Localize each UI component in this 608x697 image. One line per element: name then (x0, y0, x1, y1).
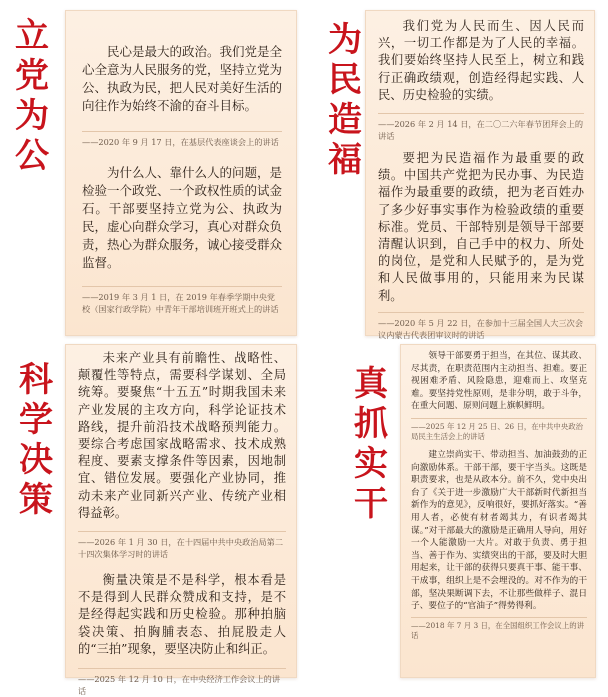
quote-section (411, 350, 587, 443)
divider (411, 617, 587, 618)
divider (378, 113, 584, 114)
quote-text: 建立崇尚实干、带动担当、加油鼓劲的正向激励体系。干部干部，要干字当头。这既是职责要求，也是从政本分。前不久，党中央出台了《关于进一步激励广大干部新时代新担当新作为的意见》，反响很好，要抓好落实。“善用人者，必使有材者竭其力，有识者竭其谋。”对干部最大的激励是正确用人导向，用好一个人能激励一大片。对敢于负责、勇于担当、善于作为、实绩突出的干部，要及时大胆用起来，让干部的获得只要真干事、能干事、干成事，组织上是不会埋没的。对不作为的干部，坚决果断调下去，不让那些做样子、混日子、要位子的“官油子”得势得利。 (411, 449, 587, 612)
quote-source: ——2026 年 1 月 30 日，在十四届中共中央政治局第二十四次集体学习时的讲话 (78, 537, 284, 560)
quote-text: 衡量决策是不是科学，根本看是不是得到人民群众赞成和支持，是不是经得起实践和历史检验。那种拍脑袋决策、拍胸脯表态、拍屁股走人的“三拍”现象，要坚决防止和纠正。 (78, 573, 286, 656)
quote-section (378, 150, 584, 341)
quote-source: ——2020 年 9 月 17 日，在基层代表座谈会上的讲话 (82, 137, 279, 147)
quote-card (365, 10, 595, 340)
quote-text: 未来产业具有前瞻性、战略性、颠覆性等特点，需要科学谋划、全局统筹。要聚焦“十五五”时期我国未来产业发展的主攻方向，科学论证技术路线，提升前沿技术战略预判能力。要综合考虑国家战略需求、技术成熟程度、要素支撑条件等因素，因地制宜、错位发展。要强化产业协同，推动未来产业同新兴产业、传统产业相得益彰。 (78, 351, 286, 520)
divider (378, 312, 584, 313)
quote-text: 我们党为人民而生、因人民而兴，一切工作都是为了人民的幸福。我们要始终坚持人民至上，树立和践行正确政绩观，创造经得起实践、人民、历史检验的实绩。 (378, 19, 584, 102)
quote-source: ——2020 年 5 月 22 日，在参加十三届全国人大三次会议内蒙古代表团审议时的讲话 (378, 317, 584, 340)
quote-source: ——2018 年 7 月 3 日，在全国组织工作会议上的讲话 (411, 620, 584, 641)
quote-text: 为什么人、靠什么人的问题，是检验一个政党、一个政权性质的试金石。干部要坚持立党为公、执政为民，虚心向群众学习，真心对群众负责，热心为群众服务，诚心接受群众监督。 (82, 165, 283, 270)
quote-source: ——2026 年 2 月 14 日，在二〇二六年春节团拜会上的讲话 (378, 119, 584, 142)
quote-card (400, 344, 596, 678)
quote-section (378, 18, 584, 142)
quote-section (411, 449, 587, 642)
panel-caption: 为民造福 (328, 20, 362, 180)
quote-source: ——2025 年 12 月 10 日，在中央经济工作会议上的讲话 (78, 674, 281, 697)
quote-text: 领导干部要勇于担当，在其位、谋其政、尽其责，在职责范围内主动担当、担难。要正视困难矛盾、风险隐患，迎难而上、攻坚克难。要坚持党性原则，是非分明，敢于斗争，在重大问题、原则问题上旗帜鲜明。 (411, 351, 587, 412)
panel-caption: 真抓实干 (354, 364, 388, 524)
quote-section (78, 350, 286, 560)
quote-source: ——2019 年 3 月 1 日，在 2019 年春季学期中央党校（国家行政学院）中青年干部培训班开班式上的讲话 (82, 292, 279, 314)
divider (82, 286, 282, 287)
divider (78, 531, 286, 532)
panel-caption: 立党为公 (15, 16, 49, 176)
quote-card (65, 344, 297, 697)
divider (78, 668, 286, 669)
divider (82, 131, 282, 132)
panel-caption: 科学决策 (19, 360, 53, 520)
quote-section (82, 43, 282, 148)
quote-text: 要把为民造福作为最重要的政绩。中国共产党把为民办事、为民造福作为最重要的政绩，把为老百姓办了多少好事实事作为检验政绩的重要标准。党员、干部特别是领导干部要清醒认识到，自己手中的权力、所处的岗位，是党和人民赋予的，是为党和人民做事用的，只能用来为民谋利。 (378, 151, 584, 303)
divider (411, 418, 587, 419)
quote-text: 民心是最大的政治。我们党是全心全意为人民服务的党，坚持立党为公、执政为民，把人民对美好生活的向往作为始终不渝的奋斗目标。 (82, 44, 283, 113)
quote-section (78, 572, 286, 697)
quote-card (65, 10, 297, 336)
quote-section (82, 164, 282, 315)
quote-source: ——2025 年 12 月 25 日、26 日，在中共中央政治局民主生活会上的讲话 (411, 421, 583, 442)
